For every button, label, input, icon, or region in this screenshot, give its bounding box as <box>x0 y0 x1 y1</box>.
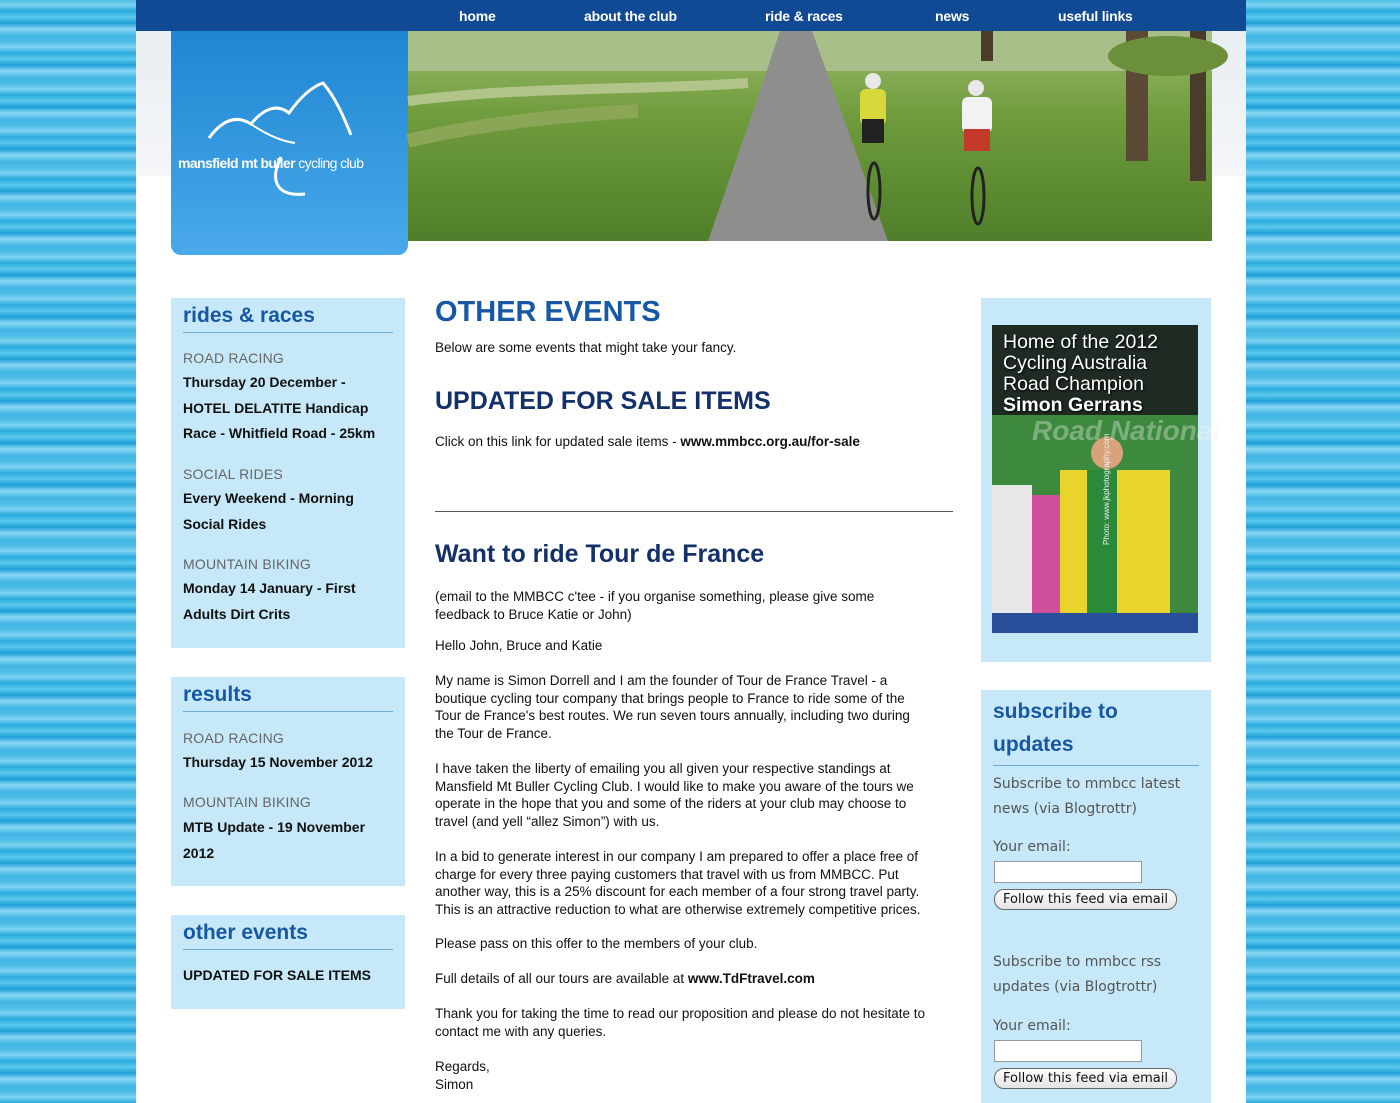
text-line: contact me with any queries. <box>435 1023 607 1039</box>
mountain-logo-icon <box>171 31 408 255</box>
cyclists-road-image <box>408 31 1212 241</box>
subscribe-panel <box>981 690 1211 1103</box>
rss-email-input[interactable] <box>994 1040 1142 1062</box>
event-line: Every Weekend - Morning <box>183 490 354 506</box>
champion-poster[interactable] <box>992 325 1221 633</box>
category-social-rides: SOCIAL RIDES <box>183 466 283 482</box>
text-line: the Tour de France. <box>435 725 552 741</box>
hero-photo <box>408 31 1212 241</box>
poster-caption <box>1003 332 1158 416</box>
category-road-racing: ROAD RACING <box>183 350 284 366</box>
logo-part-mt-buller: mt buller <box>241 155 295 171</box>
text-line: Simon <box>435 1076 474 1092</box>
sale-items-label: Click on this link for updated sale items - <box>435 434 681 449</box>
photo-credit: Photo: www.jkphotography.com <box>1102 433 1111 545</box>
paragraph-details <box>435 970 815 988</box>
category-mountain-biking: MOUNTAIN BIKING <box>183 556 311 572</box>
email-label: Your email: <box>993 839 1071 855</box>
paragraph-liberty <box>435 760 914 830</box>
text-line: I have taken the liberty of emailing you all given your respective standings at <box>435 761 891 776</box>
sale-items-heading: UPDATED FOR SALE ITEMS <box>435 387 771 415</box>
other-events-heading: other events <box>183 921 393 950</box>
result-15-november[interactable]: Thursday 15 November 2012 <box>183 754 373 770</box>
paragraph-pass-on: Please pass on this offer to the members of your club. <box>435 936 758 951</box>
sale-items-text <box>435 433 860 451</box>
logo-part-mansfield: mansfield <box>178 155 238 171</box>
event-line: 2012 <box>183 844 215 861</box>
nav-useful-links[interactable]: useful links <box>1058 8 1133 24</box>
text-line: operate in the hope that you and some of the riders at your club may choose to <box>435 796 907 811</box>
text-line: news (via Blogtrottr) <box>993 801 1137 817</box>
rides-races-panel <box>171 298 405 648</box>
poster-line: Cycling Australia <box>1003 352 1148 374</box>
champion-poster-panel <box>981 298 1221 662</box>
text-line: travel (and yell “allez Simon”) with us. <box>435 813 660 829</box>
page <box>136 0 1246 1103</box>
event-line: MTB Update - 19 November <box>183 819 366 835</box>
email-label: Your email: <box>993 1018 1071 1034</box>
subscribe-rss-text <box>993 950 1161 1000</box>
club-logo[interactable] <box>171 31 408 255</box>
nav-about-the-club[interactable]: about the club <box>584 8 677 24</box>
news-email-input[interactable] <box>994 861 1142 883</box>
text-line: updates (via Blogtrottr) <box>993 979 1158 995</box>
event-adults-dirt-crits[interactable] <box>183 576 388 627</box>
category-mountain-biking: MOUNTAIN BIKING <box>183 794 311 810</box>
text-line: Mansfield Mt Buller Cycling Club. I would like to make you aware of the tours we <box>435 778 914 794</box>
heading-line: updates <box>993 733 1074 756</box>
subscribe-news-text <box>993 772 1180 822</box>
other-events-panel <box>171 915 405 1009</box>
follow-rss-feed-button[interactable]: Follow this feed via email <box>994 1068 1177 1089</box>
top-nav <box>136 0 1246 31</box>
text-line: Thank you for taking the time to read our proposition and please do not hesitate to <box>435 1006 926 1021</box>
text-line: This is an attractive reduction to what are otherwise extremely competitive prices. <box>435 901 921 917</box>
category-road-racing: ROAD RACING <box>183 730 284 746</box>
heading-line: subscribe to <box>993 700 1118 723</box>
poster-line: Home of the 2012 <box>1003 331 1159 353</box>
text-line: Subscribe to mmbcc rss <box>993 954 1162 970</box>
text-line: (email to the MMBCC c'tee - if you organise something, please give some <box>435 589 875 604</box>
event-line: Thursday 20 December - <box>183 374 346 390</box>
text-line: Subscribe to mmbcc latest <box>993 776 1181 792</box>
page-title: OTHER EVENTS <box>435 296 661 328</box>
poster-line: Road Champion <box>1003 373 1144 395</box>
divider <box>435 511 953 512</box>
event-hotel-delatite-handicap[interactable] <box>183 370 388 447</box>
for-sale-link[interactable]: www.mmbcc.org.au/for-sale <box>680 434 860 449</box>
text-line: In a bid to generate interest in our company I am prepared to offer a place free of <box>435 849 919 864</box>
nav-ride-and-races[interactable]: ride & races <box>765 8 843 24</box>
greeting: Hello John, Bruce and Katie <box>435 638 603 653</box>
paragraph-thanks <box>435 1005 925 1040</box>
text-line: My name is Simon Dorrell and I am the founder of Tour de France Travel - a <box>435 673 888 688</box>
event-line: Social Rides <box>183 515 267 532</box>
intro-text: Below are some events that might take your fancy. <box>435 340 737 355</box>
tdf-travel-link[interactable]: www.TdFtravel.com <box>687 971 815 986</box>
event-line: HOTEL DELATITE Handicap <box>183 399 369 416</box>
results-heading: results <box>183 683 393 712</box>
tdf-note <box>435 588 874 623</box>
logo-text <box>178 155 363 171</box>
nav-home[interactable]: home <box>459 8 496 24</box>
event-line: Race - Whitfield Road - 25km <box>183 425 376 441</box>
event-social-rides[interactable] <box>183 486 388 537</box>
signoff <box>435 1058 490 1093</box>
poster-line-name: Simon Gerrans <box>1003 394 1143 416</box>
event-line: Adults Dirt Crits <box>183 605 291 622</box>
text-line: feedback to Bruce Katie or John) <box>435 606 632 622</box>
results-panel <box>171 677 405 886</box>
paragraph-offer <box>435 848 920 918</box>
nav-news[interactable]: news <box>935 8 970 24</box>
result-mtb-update[interactable] <box>183 815 388 866</box>
text-line: charge for every three paying customers that travel with us from MMBCC. Put <box>435 866 899 882</box>
rides-races-heading: rides & races <box>183 304 393 333</box>
event-line: Monday 14 January - First <box>183 580 356 596</box>
poster-background-text: Road National <box>1032 415 1221 446</box>
other-event-sale-items[interactable]: UPDATED FOR SALE ITEMS <box>183 967 371 983</box>
tdf-heading: Want to ride Tour de France <box>435 540 765 568</box>
paragraph-intro <box>435 672 910 742</box>
logo-part-cycling-club: cycling club <box>298 155 364 171</box>
text-line: boutique cycling tour company that brings people to France to ride some of the <box>435 690 905 706</box>
follow-news-feed-button[interactable]: Follow this feed via email <box>994 889 1177 910</box>
details-label: Full details of all our tours are available at <box>435 971 688 986</box>
text-line: Regards, <box>435 1059 490 1074</box>
subscribe-heading <box>993 695 1199 766</box>
text-line: Tour de France's best routes. We run seven tours annually, including two during <box>435 708 910 723</box>
text-line: another way, this is a 25% discount for each member of a four strong travel party. <box>435 884 920 899</box>
